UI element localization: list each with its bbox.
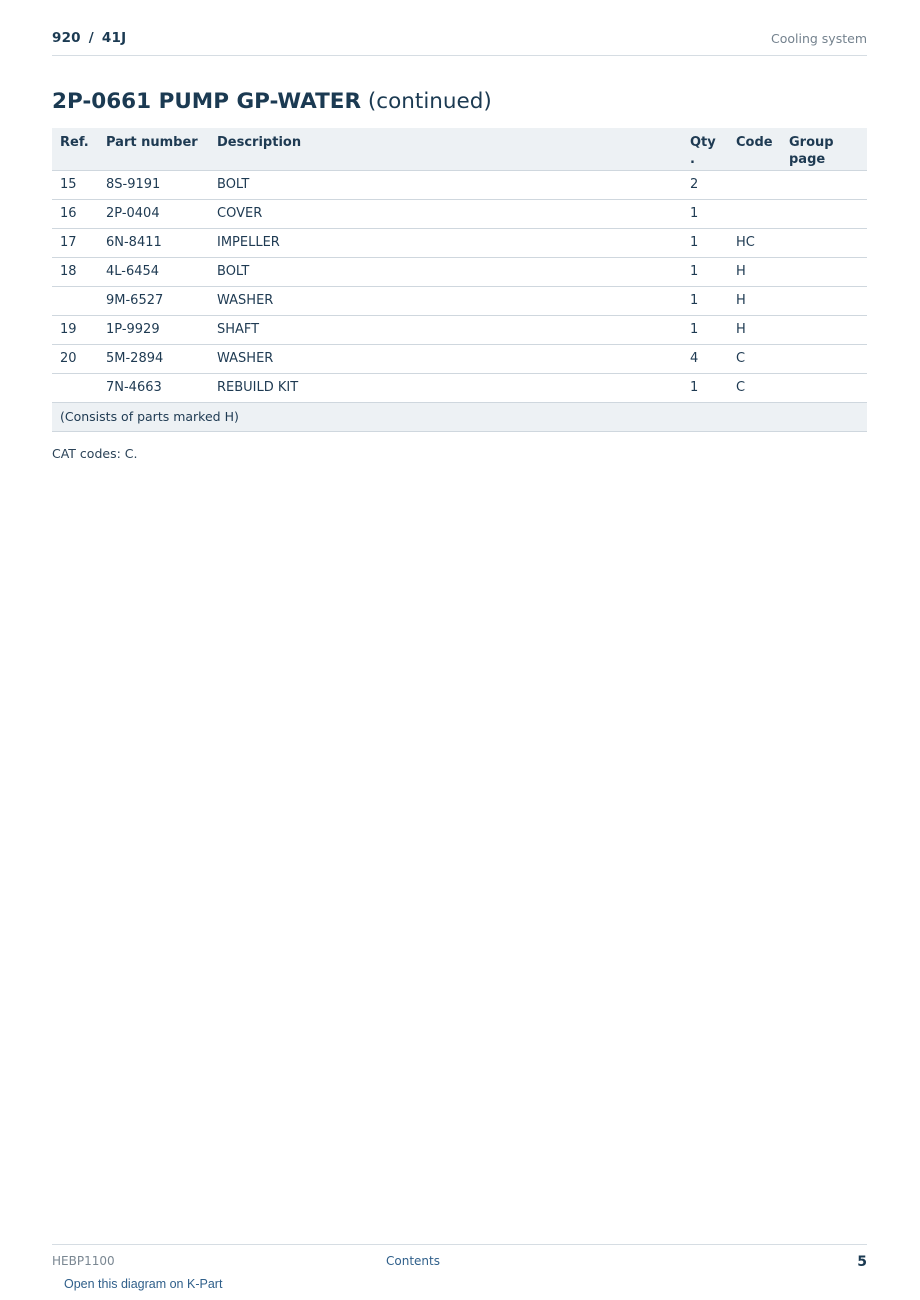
table-row [52, 199, 867, 228]
cell-code: C [728, 373, 781, 402]
model-serial [52, 30, 126, 46]
table-row [52, 257, 867, 286]
cell-ref: 15 [52, 170, 98, 199]
cell-part-number: 4L-6454 [98, 257, 209, 286]
table-row [52, 286, 867, 315]
cell-description: REBUILD KIT [209, 373, 682, 402]
cell-qty: 1 [682, 257, 728, 286]
cell-description: WASHER [209, 344, 682, 373]
cat-codes-note: CAT codes: C. [52, 446, 138, 461]
cell-ref [52, 286, 98, 315]
cell-qty: 4 [682, 344, 728, 373]
col-header-ref: Ref. [52, 128, 98, 170]
cell-part-number: 9M-6527 [98, 286, 209, 315]
cell-code: C [728, 344, 781, 373]
title-suffix: (continued) [367, 89, 492, 114]
cell-group-page [781, 228, 867, 257]
table-header-row [52, 128, 867, 170]
cell-description: BOLT [209, 257, 682, 286]
cell-description: COVER [209, 199, 682, 228]
parts-table [52, 128, 867, 432]
serial-prefix: 41J [101, 30, 127, 46]
cell-ref [52, 373, 98, 402]
cell-qty: 1 [682, 286, 728, 315]
cell-part-number: 2P-0404 [98, 199, 209, 228]
cell-group-page [781, 344, 867, 373]
document-id: HEBP1100 [52, 1254, 115, 1268]
col-header-code: Code [728, 128, 781, 170]
table-row [52, 373, 867, 402]
cell-code: H [728, 257, 781, 286]
table-row [52, 315, 867, 344]
model-separator: / [88, 30, 94, 46]
page-footer [52, 1244, 867, 1275]
title-main: 2P-0661 PUMP GP-WATER [52, 89, 362, 114]
cell-part-number: 1P-9929 [98, 315, 209, 344]
cell-qty: 1 [682, 373, 728, 402]
contents-link[interactable]: Contents [386, 1254, 440, 1268]
col-header-group-page: Group page [781, 128, 867, 170]
cell-group-page [781, 257, 867, 286]
cell-description: BOLT [209, 170, 682, 199]
cell-qty: 2 [682, 170, 728, 199]
cell-group-page [781, 373, 867, 402]
cell-group-page [781, 315, 867, 344]
cell-group-page [781, 286, 867, 315]
cell-part-number: 8S-9191 [98, 170, 209, 199]
cell-ref: 18 [52, 257, 98, 286]
cell-code: H [728, 315, 781, 344]
cell-group-page [781, 170, 867, 199]
cell-code [728, 170, 781, 199]
table-note: (Consists of parts marked H) [52, 402, 867, 431]
cell-description: IMPELLER [209, 228, 682, 257]
page-number: 5 [857, 1254, 867, 1270]
section-name: Cooling system [771, 31, 867, 46]
cell-ref: 16 [52, 199, 98, 228]
table-row [52, 344, 867, 373]
cell-part-number: 6N-8411 [98, 228, 209, 257]
cell-description: WASHER [209, 286, 682, 315]
cell-qty: 1 [682, 199, 728, 228]
cell-part-number: 5M-2894 [98, 344, 209, 373]
cell-description: SHAFT [209, 315, 682, 344]
page-header [52, 28, 867, 56]
page-title [52, 89, 492, 114]
cell-code [728, 199, 781, 228]
model-number: 920 [52, 30, 81, 46]
table-note-row [52, 402, 867, 431]
cell-ref: 20 [52, 344, 98, 373]
cell-part-number: 7N-4663 [98, 373, 209, 402]
col-header-qty: Qty . [682, 128, 728, 170]
cell-ref: 19 [52, 315, 98, 344]
cell-group-page [781, 199, 867, 228]
cell-qty: 1 [682, 315, 728, 344]
table-row [52, 228, 867, 257]
col-header-part-number: Part number [98, 128, 209, 170]
table-row [52, 170, 867, 199]
cell-code: H [728, 286, 781, 315]
open-in-kpart-link[interactable]: Open this diagram on K-Part [64, 1277, 223, 1291]
cell-ref: 17 [52, 228, 98, 257]
cell-qty: 1 [682, 228, 728, 257]
cell-code: HC [728, 228, 781, 257]
col-header-description: Description [209, 128, 682, 170]
